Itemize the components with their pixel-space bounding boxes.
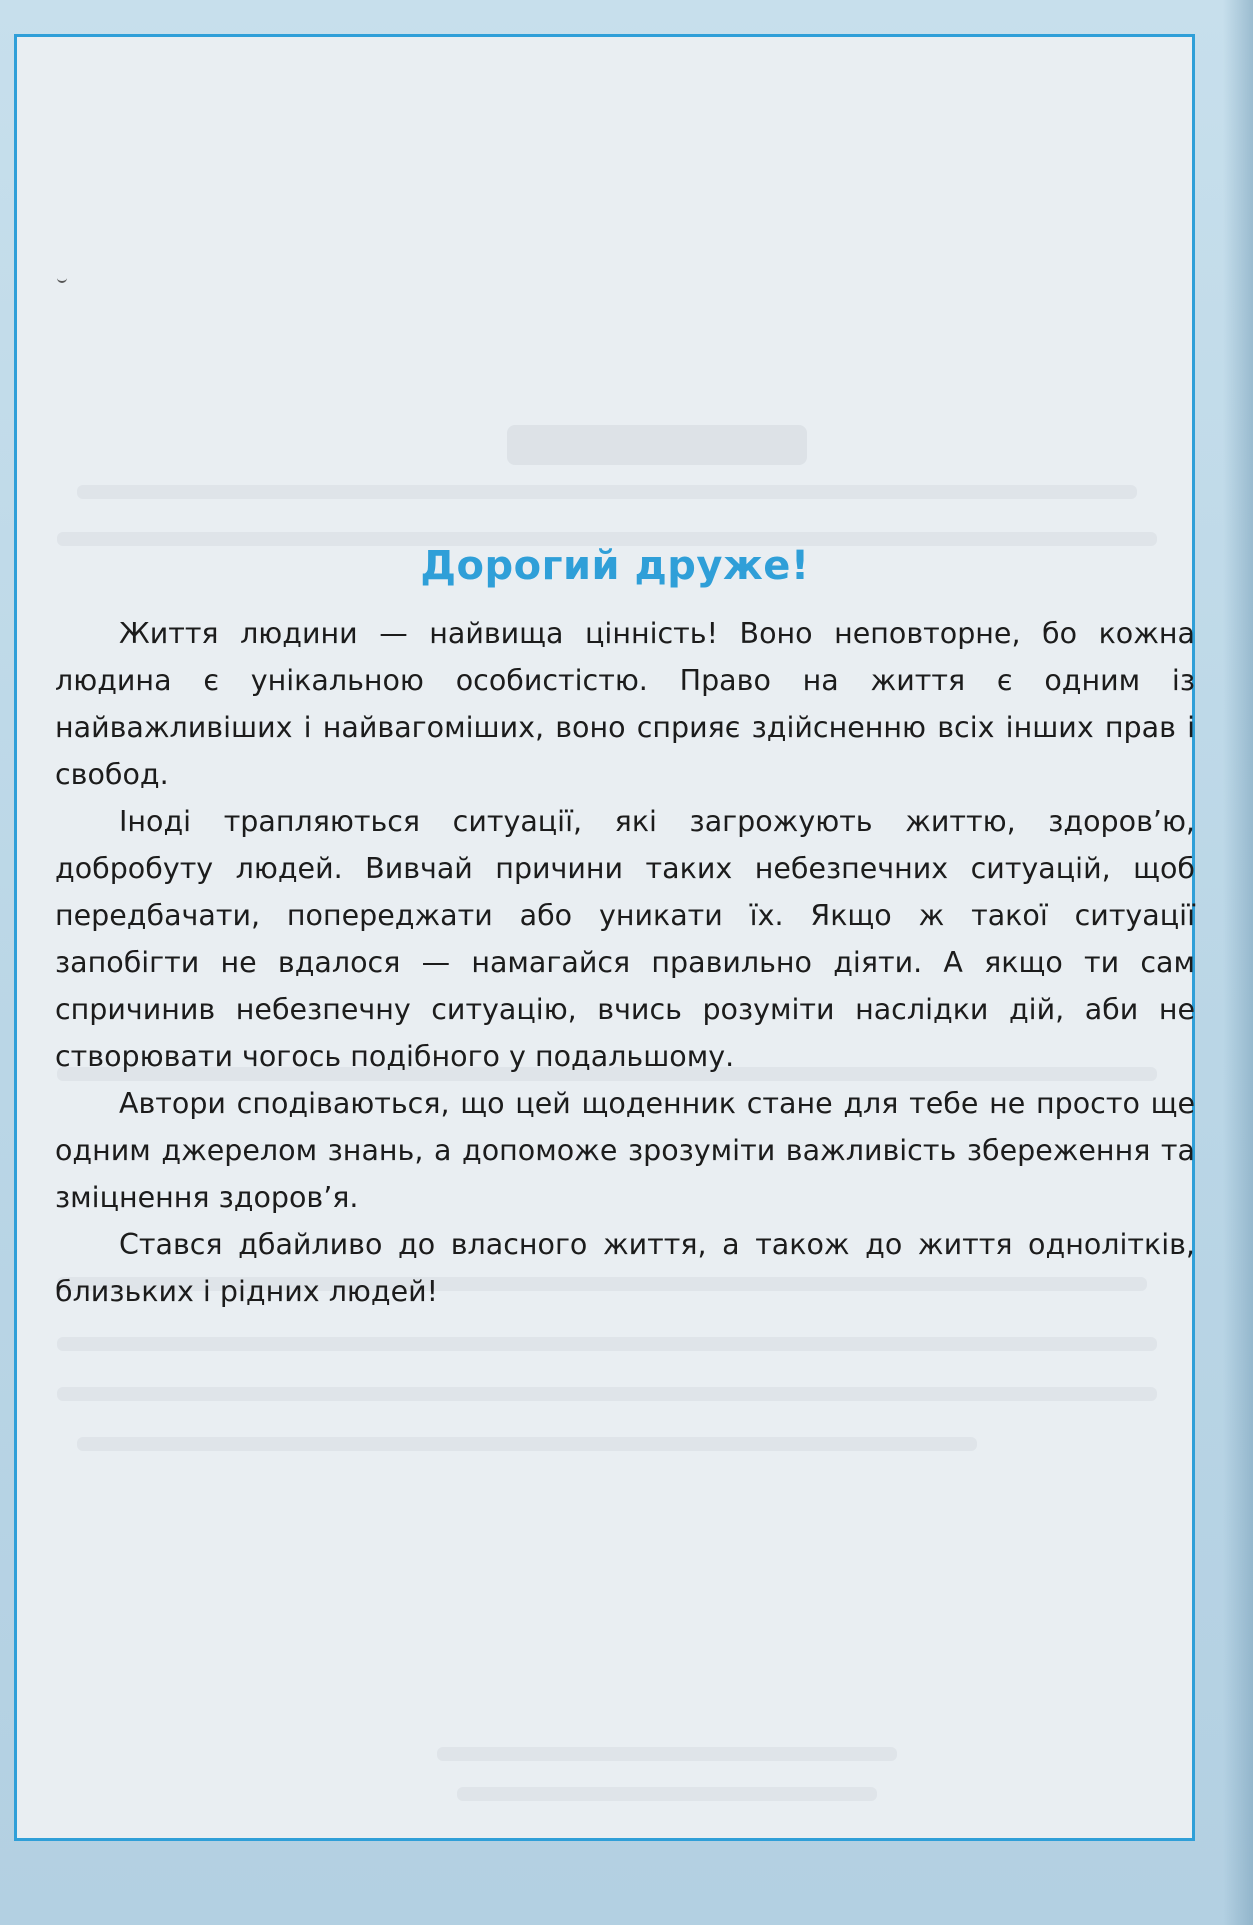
paragraph-4: Стався дбайливо до власного життя, а також до життя однолітків, близьких і рідних людей! — [55, 1228, 1195, 1308]
show-through-line — [77, 485, 1137, 499]
preface-content — [55, 542, 1195, 1315]
spine-shadow — [1223, 0, 1253, 1925]
paragraph-3: Автори сподіваються, що цей щоденник стане для тебе не просто ще одним джерелом знань, а допоможе зрозуміти важливість збереження та зміцнення здоров’я. — [55, 1087, 1195, 1214]
framed-text-panel — [14, 34, 1195, 1841]
page-title: Дорогий друже! — [420, 543, 810, 589]
show-through-line — [457, 1787, 877, 1801]
show-through-line — [57, 1337, 1157, 1351]
show-through-line — [77, 1437, 977, 1451]
paragraph-2: Іноді трапляються ситуації, які загрожують життю, здоров’ю, добробуту людей. Вивчай причини таких небезпечних ситуацій, щоб передбачати, попереджати або уникати їх. Якщо ж такої ситуації запобігти не вдалося — намагайся правильно діяти. А якщо ти сам спричинив небезпечну ситуацію, вчись розуміти наслідки дій, аби не створювати чогось подібного у подальшому. — [55, 805, 1195, 1073]
paragraph-1: Життя людини — найвища цінність! Воно неповторне, бо кожна людина є унікальною особистістю. Право на життя є одним із найважливіших і найвагоміших, воно сприяє здійсненню всіх інших прав і свобод. — [55, 617, 1195, 791]
show-through-line — [57, 1387, 1157, 1401]
ink-speck — [57, 277, 67, 283]
show-through-line — [437, 1747, 897, 1761]
show-through-title-smudge — [507, 425, 807, 465]
